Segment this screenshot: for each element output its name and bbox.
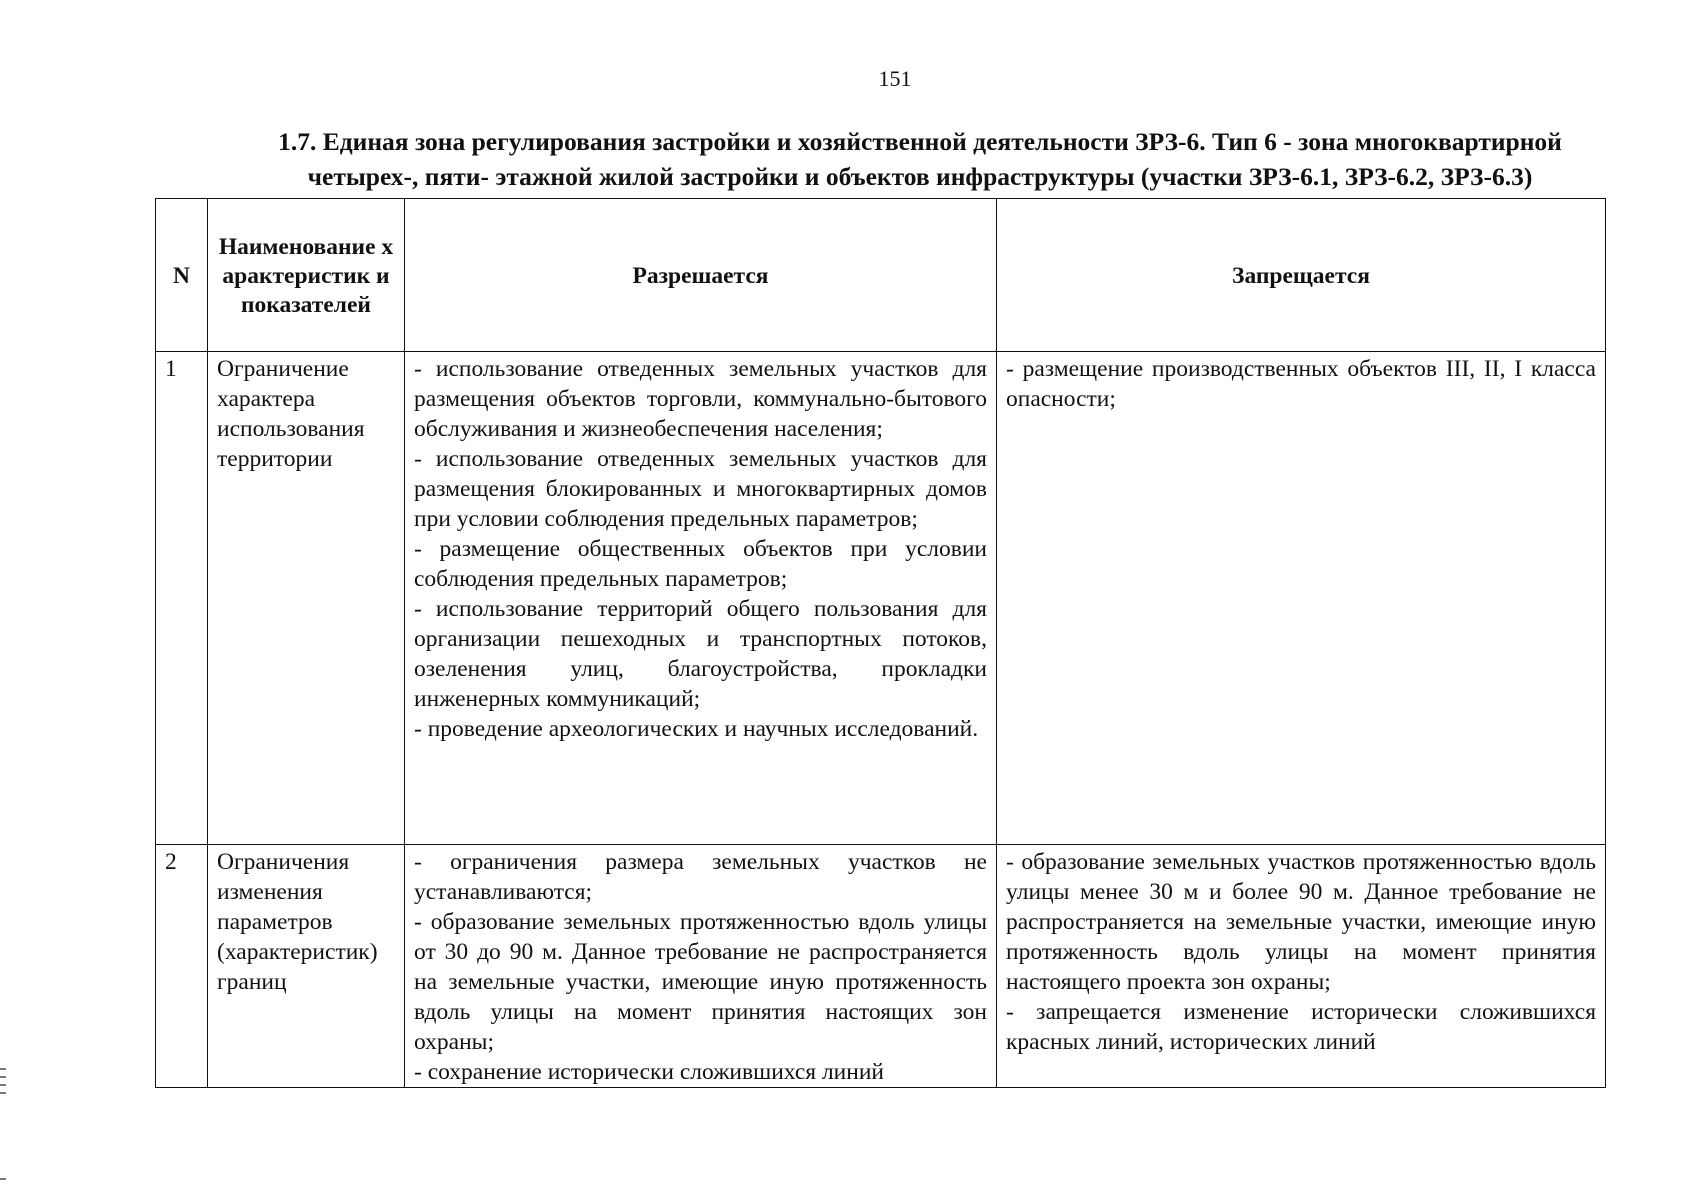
- allowed-item: - размещение общественных объектов при условии соблюдения предельных параметров;: [414, 536, 987, 592]
- table-row: [156, 845, 1606, 1088]
- row-allowed: [405, 845, 997, 1088]
- allowed-item: - сохранение исторически сложившихся линий: [414, 1059, 884, 1085]
- scan-artifact: [0, 1068, 6, 1070]
- scan-artifact: [0, 1084, 6, 1086]
- row-number: 2: [156, 845, 208, 1088]
- scan-artifact: [0, 1178, 6, 1180]
- forbidden-item: - запрещается изменение исторически сложившихся красных линий, исторических линий: [1006, 999, 1596, 1055]
- page-number: 151: [878, 66, 912, 91]
- allowed-item: - проведение археологических и научных исследований.: [414, 716, 979, 742]
- allowed-item: - ограничения размера земельных участков не устанавливаются;: [414, 849, 987, 905]
- title-line-1: 1.7. Единая зона регулирования застройки и хозяйственной деятельности ЗРЗ-6. Тип 6 - зона многоквартирной: [278, 127, 1562, 156]
- header-name: Наименование характеристик и показателей: [208, 199, 405, 352]
- row-number: 1: [156, 352, 208, 845]
- row-allowed: [405, 352, 997, 845]
- row-name: Ограничение характера использования территории: [208, 352, 405, 845]
- header-n: N: [156, 199, 208, 352]
- allowed-item: - использование отведенных земельных участков для размещения объектов торговли, коммунально-бытового обслуживания и жизнеобеспечения населения;: [414, 356, 987, 442]
- title-line-2: четырех-, пяти- этажной жилой застройки и объектов инфраструктуры (участки ЗРЗ-6.1, ЗРЗ-6.2, ЗРЗ-6.3): [307, 162, 1533, 191]
- header-forbidden: Запрещается: [997, 199, 1606, 352]
- row-forbidden: [997, 845, 1606, 1088]
- table-row: [156, 352, 1606, 845]
- document-title: [130, 124, 1697, 194]
- scan-artifact: [0, 1076, 6, 1078]
- allowed-item: - образование земельных протяженностью вдоль улицы от 30 до 90 м. Данное требование не распространяется на земельные участки, имеющие иную протяженность вдоль улицы на момент принятия настоящих зон охраны;: [414, 909, 987, 1055]
- forbidden-item: - образование земельных участков протяженностью вдоль улицы менее 30 м и более 90 м. Данное требование не распространяется на земельные участки, имеющие иную протяженность вдоль улицы на момент принятия настоящего проекта зон охраны;: [1006, 849, 1596, 995]
- table-header-row: [156, 199, 1606, 352]
- scan-artifact: [0, 1092, 6, 1094]
- zone-regulations-table: [155, 198, 1606, 1088]
- row-name: Ограничения изменения параметров (характеристик) границ: [208, 845, 405, 1088]
- allowed-item: - использование отведенных земельных участков для размещения блокированных и многоквартирных домов при условии соблюдения предельных параметров;: [414, 446, 987, 532]
- header-allowed: Разрешается: [405, 199, 997, 352]
- allowed-item: - использование территорий общего пользования для организации пешеходных и транспортных потоков, озеленения улиц, благоустройства, прокладки инженерных коммуникаций;: [414, 596, 987, 712]
- row-forbidden: [997, 352, 1606, 845]
- forbidden-item: - размещение производственных объектов III, II, I класса опасности;: [1006, 356, 1596, 412]
